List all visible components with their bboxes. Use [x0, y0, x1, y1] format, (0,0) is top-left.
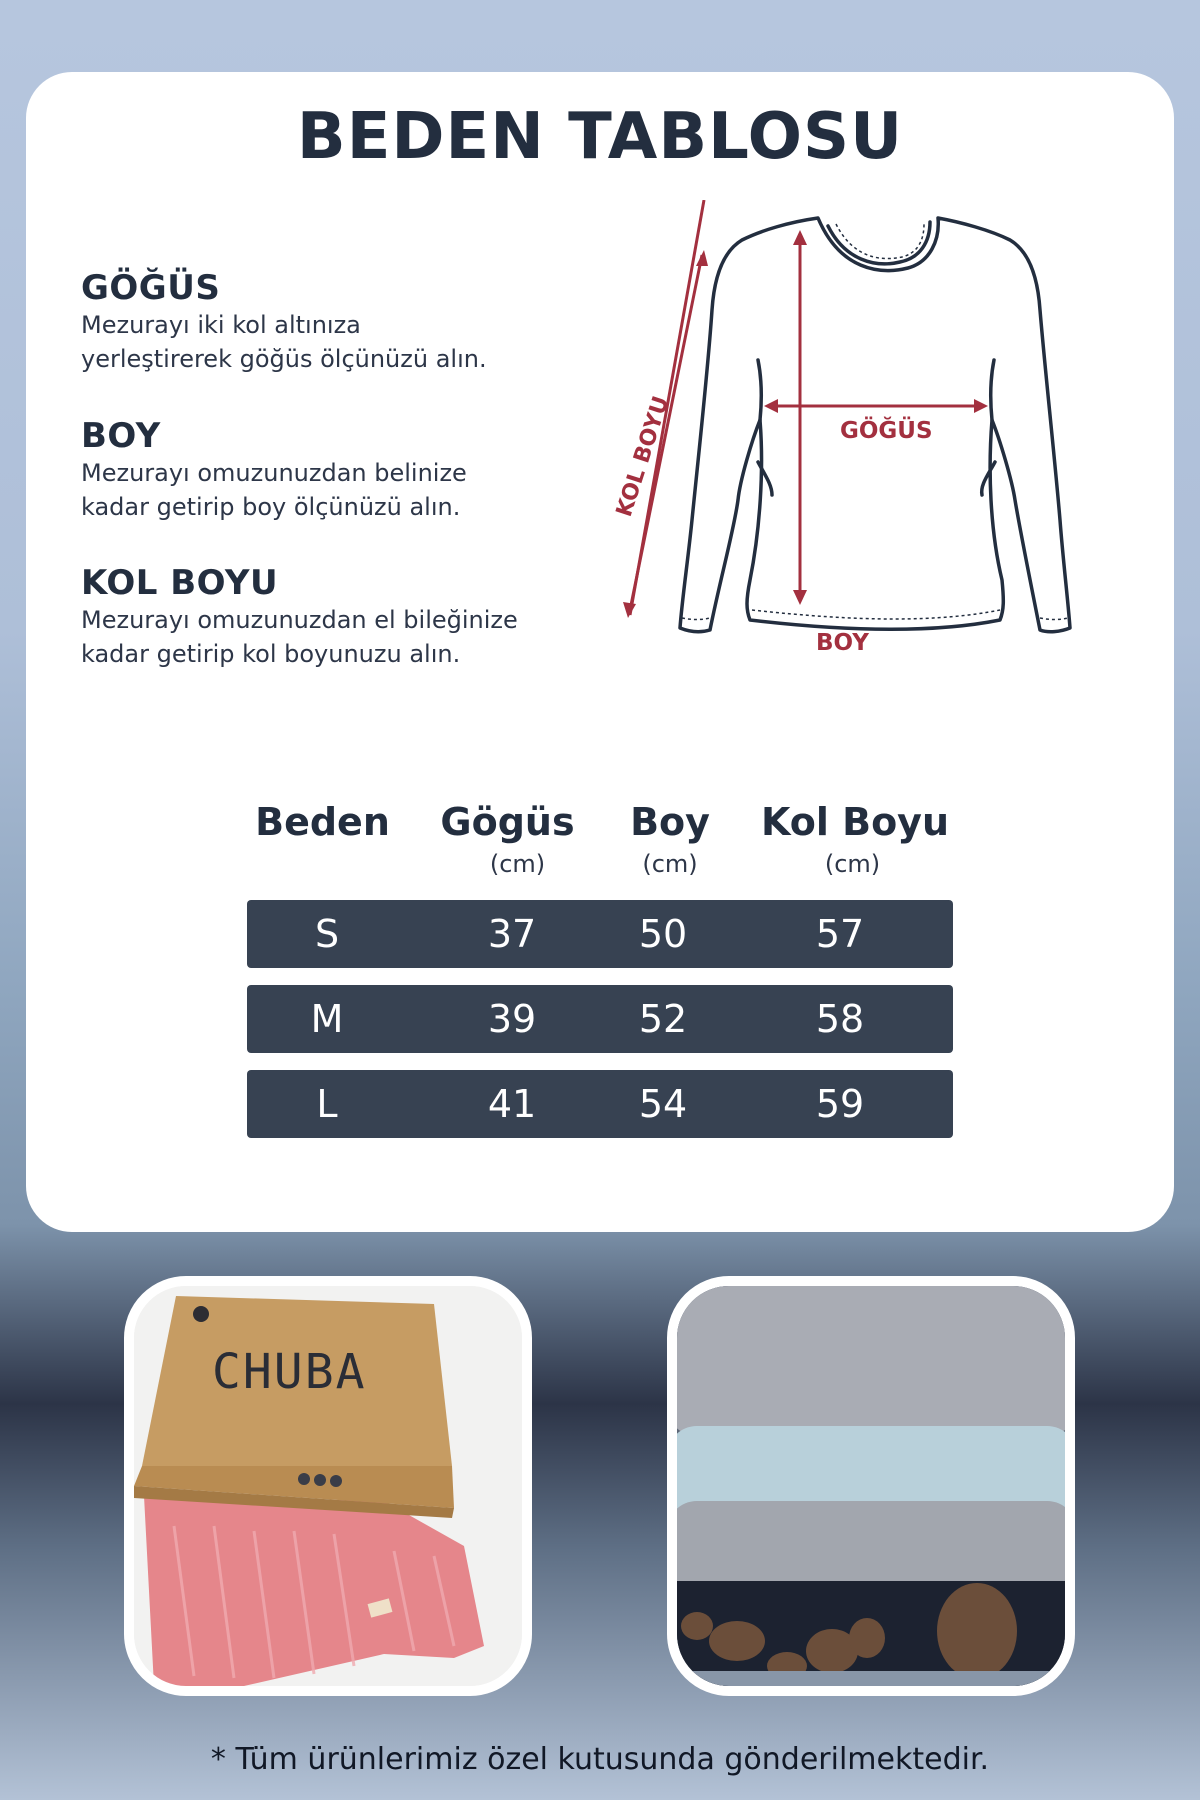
stitch-line: [1040, 618, 1068, 620]
instruction-heading: BOY: [81, 416, 161, 456]
instruction-sleeve: [81, 563, 641, 671]
instruction-length: [81, 416, 641, 524]
sleeve-cell: 57: [815, 912, 865, 956]
chest-cell: 37: [487, 912, 537, 956]
page-title: BEDEN TABLOSU: [296, 100, 904, 174]
table-row: [247, 985, 953, 1053]
sleeve-cell: 58: [815, 997, 865, 1041]
instruction-text: Mezurayı iki kol altınıza: [81, 311, 361, 339]
column-header-sleeve: Kol Boyu: [760, 800, 950, 844]
instruction-text: Mezurayı omuzunuzdan belinize: [81, 459, 467, 487]
folded-sweaters-photo: [667, 1276, 1075, 1696]
arrow-head: [793, 230, 807, 245]
length-cell: 54: [638, 1082, 688, 1126]
folded-sweaters-illustration: [677, 1286, 1065, 1686]
column-header-size: Beden: [255, 800, 390, 844]
length-cell: 52: [638, 997, 688, 1041]
table-row: [247, 900, 953, 968]
packaging-photo: [124, 1276, 532, 1696]
packaging-illustration: [134, 1286, 522, 1686]
stitch-line: [682, 618, 710, 620]
box-brand: CHUBA: [212, 1344, 367, 1400]
size-cell: M: [310, 997, 344, 1041]
sleeve-cell: 59: [815, 1082, 865, 1126]
neckline: [828, 222, 930, 264]
stitch-line: [752, 610, 1000, 619]
unit-label: (cm): [824, 850, 881, 878]
chest-cell: 41: [487, 1082, 537, 1126]
chest-cell: 39: [487, 997, 537, 1041]
arrow-head: [764, 399, 778, 413]
size-cell: S: [314, 912, 340, 956]
length-label: BOY: [816, 630, 869, 656]
size-cell: L: [316, 1082, 338, 1126]
arrow-head: [696, 250, 708, 266]
instruction-heading: KOL BOYU: [81, 563, 279, 603]
footer-note: * Tüm ürünlerimiz özel kutusunda gönderilmektedir.: [210, 1742, 990, 1777]
instruction-text: yerleştirerek göğüs ölçünüzü alın.: [81, 345, 487, 373]
unit-label: (cm): [642, 850, 698, 878]
arrow-head: [974, 399, 988, 413]
sweater-diagram: [600, 200, 1120, 720]
underarm-curve: [758, 360, 761, 420]
length-cell: 50: [638, 912, 688, 956]
instruction-text: kadar getirip boy ölçünüzü alın.: [81, 493, 461, 521]
arrow-head: [623, 602, 636, 618]
instruction-chest: [81, 268, 641, 376]
column-header-chest: Gögüs: [440, 800, 575, 844]
instruction-text: kadar getirip kol boyunuzu alın.: [81, 640, 461, 668]
instruction-text: Mezurayı omuzunuzdan el bileğinize: [81, 606, 518, 634]
unit-label: (cm): [489, 850, 546, 878]
waist-curve: [982, 462, 995, 495]
arrow-head: [793, 590, 807, 605]
chest-label: GÖĞÜS: [840, 418, 933, 444]
table-row: [247, 1070, 953, 1138]
underarm-curve: [991, 360, 994, 420]
instruction-heading: GÖĞÜS: [81, 268, 221, 308]
column-header-length: Boy: [630, 800, 710, 844]
sleeve-label: KOL BOYU: [611, 393, 675, 520]
